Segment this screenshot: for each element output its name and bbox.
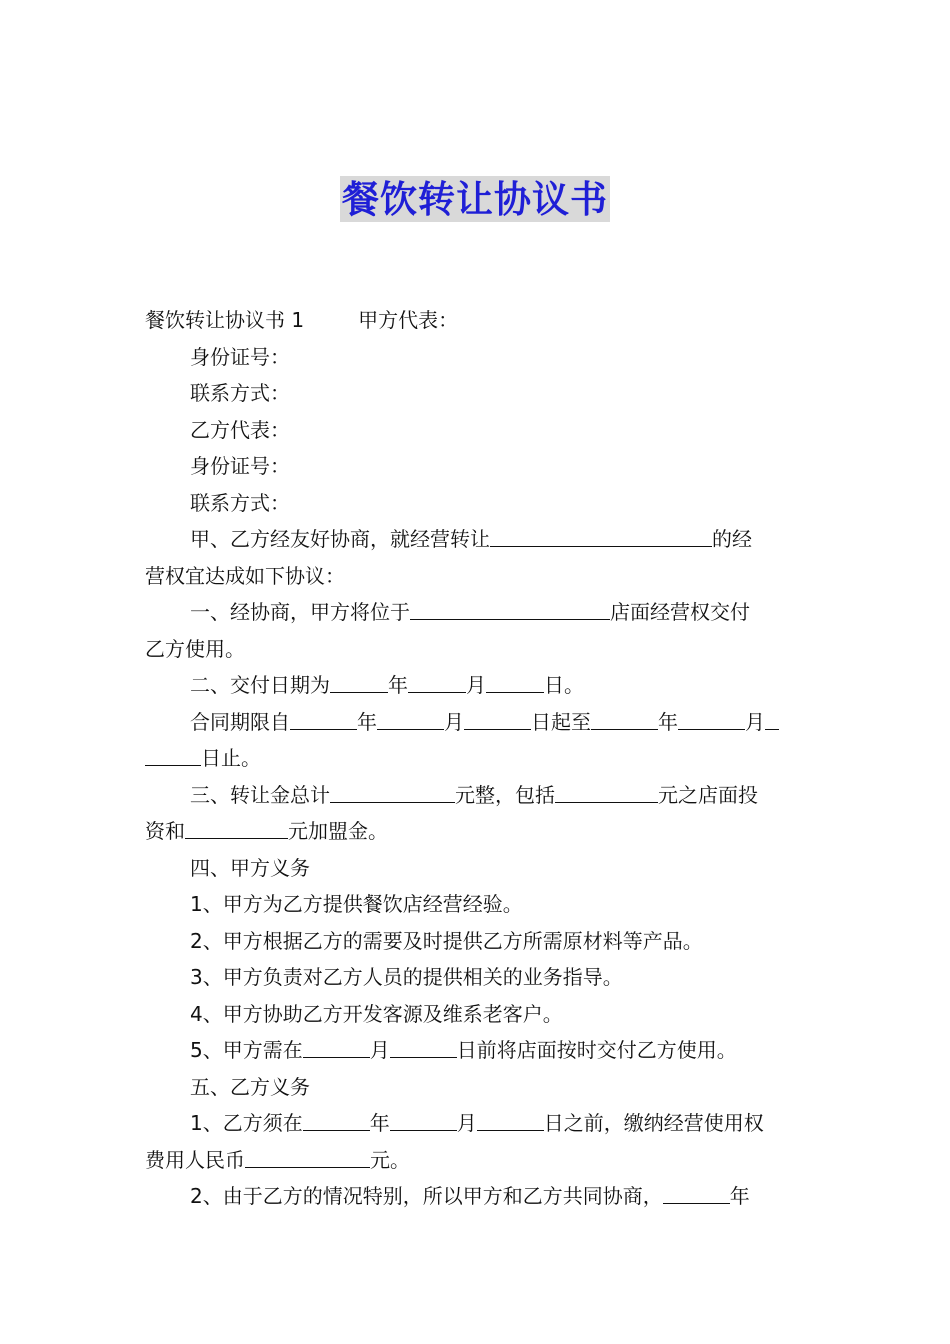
blank-line[interactable] bbox=[663, 1181, 730, 1204]
section-4-item: 4、甲方协助乙方开发客源及维系老客户。 bbox=[190, 1001, 563, 1026]
section-4-item: 1、甲方为乙方提供餐饮店经营经验。 bbox=[190, 892, 523, 916]
clause-1-cont: 乙方使用。 bbox=[145, 636, 245, 661]
blank-line[interactable] bbox=[390, 1035, 457, 1058]
contract-term-cont: 日止。 bbox=[145, 740, 807, 777]
section-4-item-5: 5、甲方需在 月 日前将店面按时交付乙方使用。 bbox=[145, 1032, 807, 1069]
section-4-item: 3、甲方负责对乙方人员的提供相关的业务指导。 bbox=[190, 965, 623, 989]
clause-3-cont: 资和 元加盟金。 bbox=[145, 813, 807, 850]
section-5-heading: 五、乙方义务 bbox=[190, 1074, 310, 1099]
field-id-a: 身份证号： bbox=[190, 344, 290, 369]
blank-line[interactable] bbox=[464, 707, 531, 730]
field-contact-b: 联系方式： bbox=[190, 490, 290, 515]
blank-line[interactable] bbox=[303, 1035, 370, 1058]
blank-line[interactable] bbox=[303, 1108, 370, 1131]
field-id-b: 身份证号： bbox=[190, 454, 290, 478]
blank-line[interactable] bbox=[377, 707, 444, 730]
blank-line[interactable] bbox=[408, 670, 466, 693]
field-contact-a: 联系方式： bbox=[190, 381, 290, 405]
blank-line[interactable] bbox=[185, 816, 288, 839]
blank-line[interactable] bbox=[245, 1145, 370, 1168]
intro-paragraph: 甲、乙方经友好协商，就经营转让 的经 bbox=[145, 521, 807, 558]
blank-line[interactable] bbox=[765, 707, 779, 730]
document-title: 餐饮转让协议书 bbox=[342, 177, 608, 221]
clause-1: 一、经协商，甲方将位于 店面经营权交付 bbox=[145, 594, 807, 631]
party-a-rep-label: 甲方代表： bbox=[358, 308, 459, 332]
section-4-heading: 四、甲方义务 bbox=[190, 855, 310, 880]
clause-3: 三、转让金总计 元整，包括 元之店面投 bbox=[145, 777, 807, 814]
blank-line[interactable] bbox=[477, 1108, 544, 1131]
blank-line[interactable] bbox=[390, 1108, 457, 1131]
section-4-item: 2、甲方根据乙方的需要及时提供乙方所需原材料等产品。 bbox=[190, 928, 703, 953]
blank-line[interactable] bbox=[330, 670, 388, 693]
section-5-item-2: 2、由于乙方的情况特别，所以甲方和乙方共同协商， 年 bbox=[145, 1178, 807, 1215]
blank-line[interactable] bbox=[145, 743, 201, 766]
contract-term: 合同期限自 年 月 日起至 年 月 bbox=[145, 704, 807, 741]
blank-line[interactable] bbox=[490, 524, 712, 547]
blank-line[interactable] bbox=[486, 670, 544, 693]
blank-line[interactable] bbox=[678, 707, 745, 730]
blank-line[interactable] bbox=[410, 597, 610, 620]
intro-paragraph-cont: 营权宜达成如下协议： bbox=[145, 563, 345, 588]
field-party-b-rep: 乙方代表： bbox=[190, 417, 290, 442]
blank-line[interactable] bbox=[555, 780, 658, 803]
section-5-item-1: 1、乙方须在 年 月 日之前，缴纳经营使用权 bbox=[145, 1105, 807, 1142]
agreement-number: 餐饮转让协议书 1 bbox=[145, 308, 305, 332]
section-5-item-1-cont: 费用人民币 元。 bbox=[145, 1142, 807, 1179]
blank-line[interactable] bbox=[290, 707, 357, 730]
clause-2: 二、交付日期为 年 月 日。 bbox=[145, 667, 807, 704]
document-title-wrap bbox=[0, 176, 950, 222]
blank-line[interactable] bbox=[330, 780, 455, 803]
header-line bbox=[145, 302, 807, 339]
document-body bbox=[145, 302, 807, 1215]
blank-line[interactable] bbox=[591, 707, 658, 730]
